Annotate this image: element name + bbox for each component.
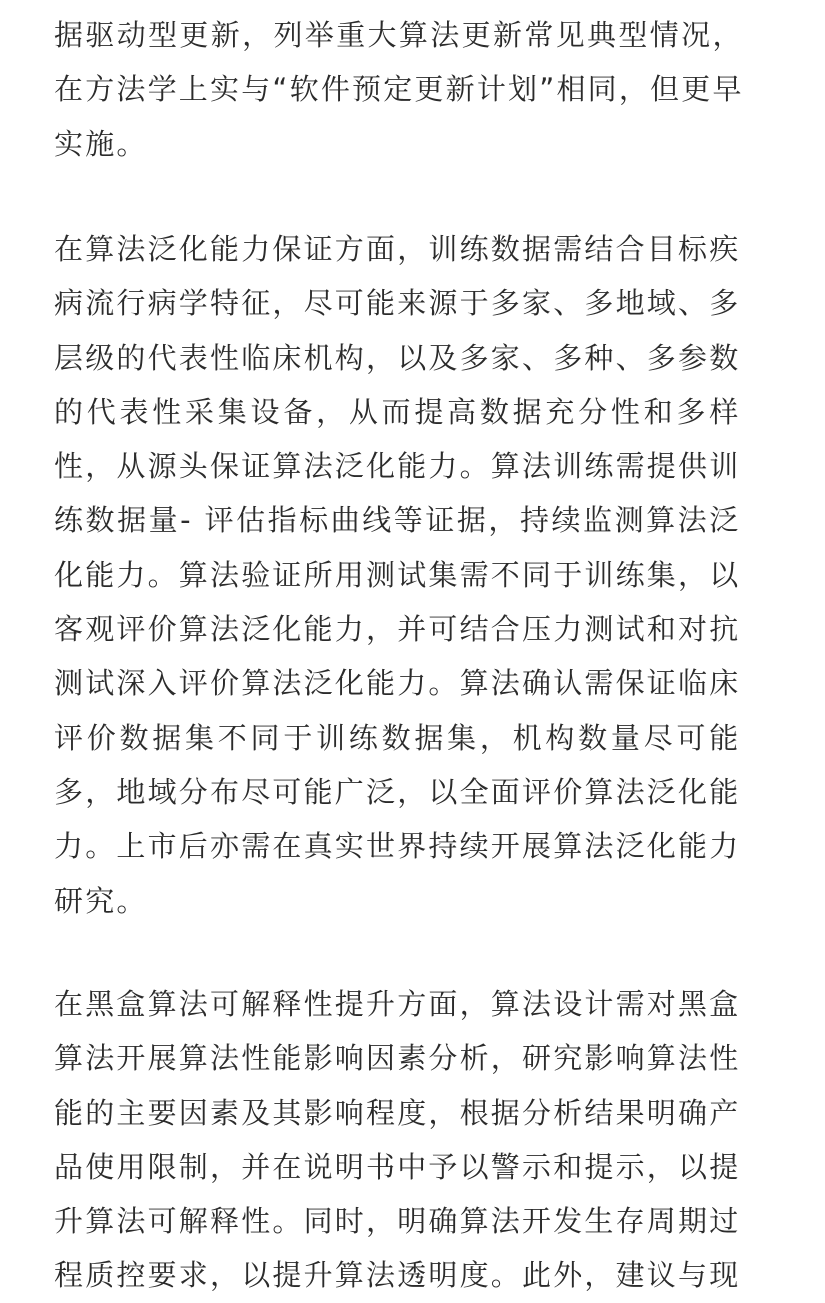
text-line: 客观评价算法泛化能力，并可结合压力测试和对抗 bbox=[54, 612, 741, 647]
text-line: 测试深入评价算法泛化能力。算法确认需保证临床 bbox=[54, 666, 741, 701]
text-line: 能的主要因素及其影响程度，根据分析结果明确产 bbox=[54, 1095, 741, 1130]
text-line: 实施。 bbox=[54, 126, 148, 161]
text-line: 在方法学上实与“软件预定更新计划”相同，但更早 bbox=[54, 72, 744, 107]
text-line: 据驱动型更新，列举重大算法更新常见典型情况， bbox=[54, 18, 744, 52]
text-line: 练数据量- 评估指标曲线等证据，持续监测算法泛 bbox=[54, 503, 741, 538]
text-line: 层级的代表性临床机构，以及多家、多种、多参数 bbox=[54, 340, 741, 375]
text-line: 在黑盒算法可解释性提升方面，算法设计需对黑盒 bbox=[54, 987, 741, 1021]
text-line: 算法开展算法性能影响因素分析，研究影响算法性 bbox=[54, 1041, 741, 1076]
text-line: 力。上市后亦需在真实世界持续开展算法泛化能力 bbox=[54, 829, 741, 864]
text-line: 研究。 bbox=[54, 883, 148, 918]
text-line: 程质控要求，以提升算法透明度。此外，建议与现 bbox=[54, 1258, 741, 1293]
paragraph-generalization bbox=[54, 222, 740, 928]
text-line: 多，地域分布尽可能广泛，以全面评价算法泛化能 bbox=[54, 774, 741, 809]
paragraph-algorithm-update bbox=[54, 8, 744, 171]
text-line: 病流行病学特征，尽可能来源于多家、多地域、多 bbox=[54, 286, 741, 321]
text-line: 化能力。算法验证所用测试集需不同于训练集，以 bbox=[54, 557, 741, 592]
text-line: 在算法泛化能力保证方面，训练数据需结合目标疾 bbox=[54, 232, 741, 266]
text-line: 评价数据集不同于训练数据集，机构数量尽可能 bbox=[54, 720, 741, 755]
text-line: 的代表性采集设备，从而提高数据充分性和多样 bbox=[54, 394, 741, 429]
paragraph-explainability bbox=[54, 977, 740, 1303]
text-line: 品使用限制，并在说明书中予以警示和提示，以提 bbox=[54, 1149, 741, 1184]
text-line: 性，从源头保证算法泛化能力。算法训练需提供训 bbox=[54, 449, 741, 484]
text-line: 升算法可解释性。同时，明确算法开发生存周期过 bbox=[54, 1204, 741, 1239]
